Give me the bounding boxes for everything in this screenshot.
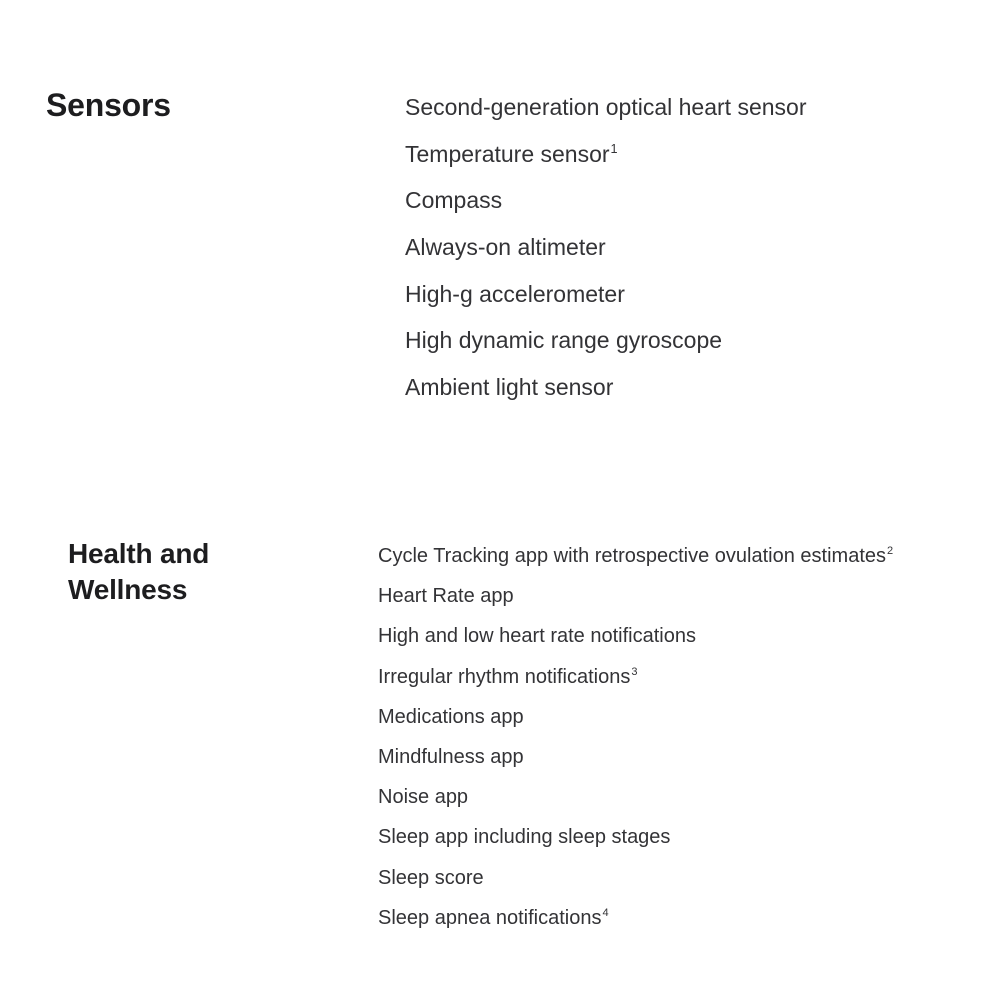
sensor-item xyxy=(405,325,807,372)
health-item-label: Sleep apnea notifications xyxy=(378,906,602,929)
sensor-item-label: Compass xyxy=(405,187,503,214)
sensor-item-label: Ambient light sensor xyxy=(405,374,614,401)
heading-line: Wellness xyxy=(68,574,188,605)
health-item xyxy=(378,823,893,863)
health-item xyxy=(378,663,893,703)
footnote-marker[interactable]: 3 xyxy=(631,665,638,678)
heading-line: Health and xyxy=(68,538,210,569)
health-item xyxy=(378,622,893,662)
health-item-label: Heart Rate app xyxy=(378,585,514,608)
health-item xyxy=(378,703,893,743)
health-item xyxy=(378,743,893,783)
health-item-label: High and low heart rate notifications xyxy=(378,625,696,648)
sensor-item xyxy=(405,279,807,326)
health-item-label: Mindfulness app xyxy=(378,745,524,768)
sensors-heading: Sensors xyxy=(46,87,171,123)
health-wellness-list xyxy=(378,542,893,944)
sensor-item xyxy=(405,372,807,419)
footnote-marker[interactable]: 1 xyxy=(610,142,618,157)
sensor-item-label: High dynamic range gyroscope xyxy=(405,327,723,354)
sensor-item-label: Temperature sensor xyxy=(405,140,610,167)
sensor-item xyxy=(405,92,807,139)
health-item-label: Noise app xyxy=(378,786,469,809)
health-item-label: Sleep score xyxy=(378,866,484,889)
sensors-list xyxy=(405,92,807,419)
sensor-item-label: Always-on altimeter xyxy=(405,234,606,261)
health-item-label: Medications app xyxy=(378,705,524,728)
sensor-item xyxy=(405,139,807,186)
footnote-marker[interactable]: 2 xyxy=(887,545,894,558)
footnote-marker[interactable]: 4 xyxy=(602,907,609,920)
health-item-label: Cycle Tracking app with retrospective ovulation estimates xyxy=(378,545,887,567)
health-item-label: Sleep app including sleep stages xyxy=(378,826,671,849)
health-wellness-heading xyxy=(68,536,328,608)
health-item xyxy=(378,904,893,944)
health-item xyxy=(378,542,893,582)
sensor-item xyxy=(405,185,807,232)
health-item xyxy=(378,864,893,904)
health-item-label: Irregular rhythm notifications xyxy=(378,665,631,688)
sensor-item-label: Second-generation optical heart sensor xyxy=(405,94,807,120)
health-item xyxy=(378,582,893,622)
sensor-item xyxy=(405,232,807,279)
sensor-item-label: High-g accelerometer xyxy=(405,280,625,307)
health-item xyxy=(378,783,893,823)
